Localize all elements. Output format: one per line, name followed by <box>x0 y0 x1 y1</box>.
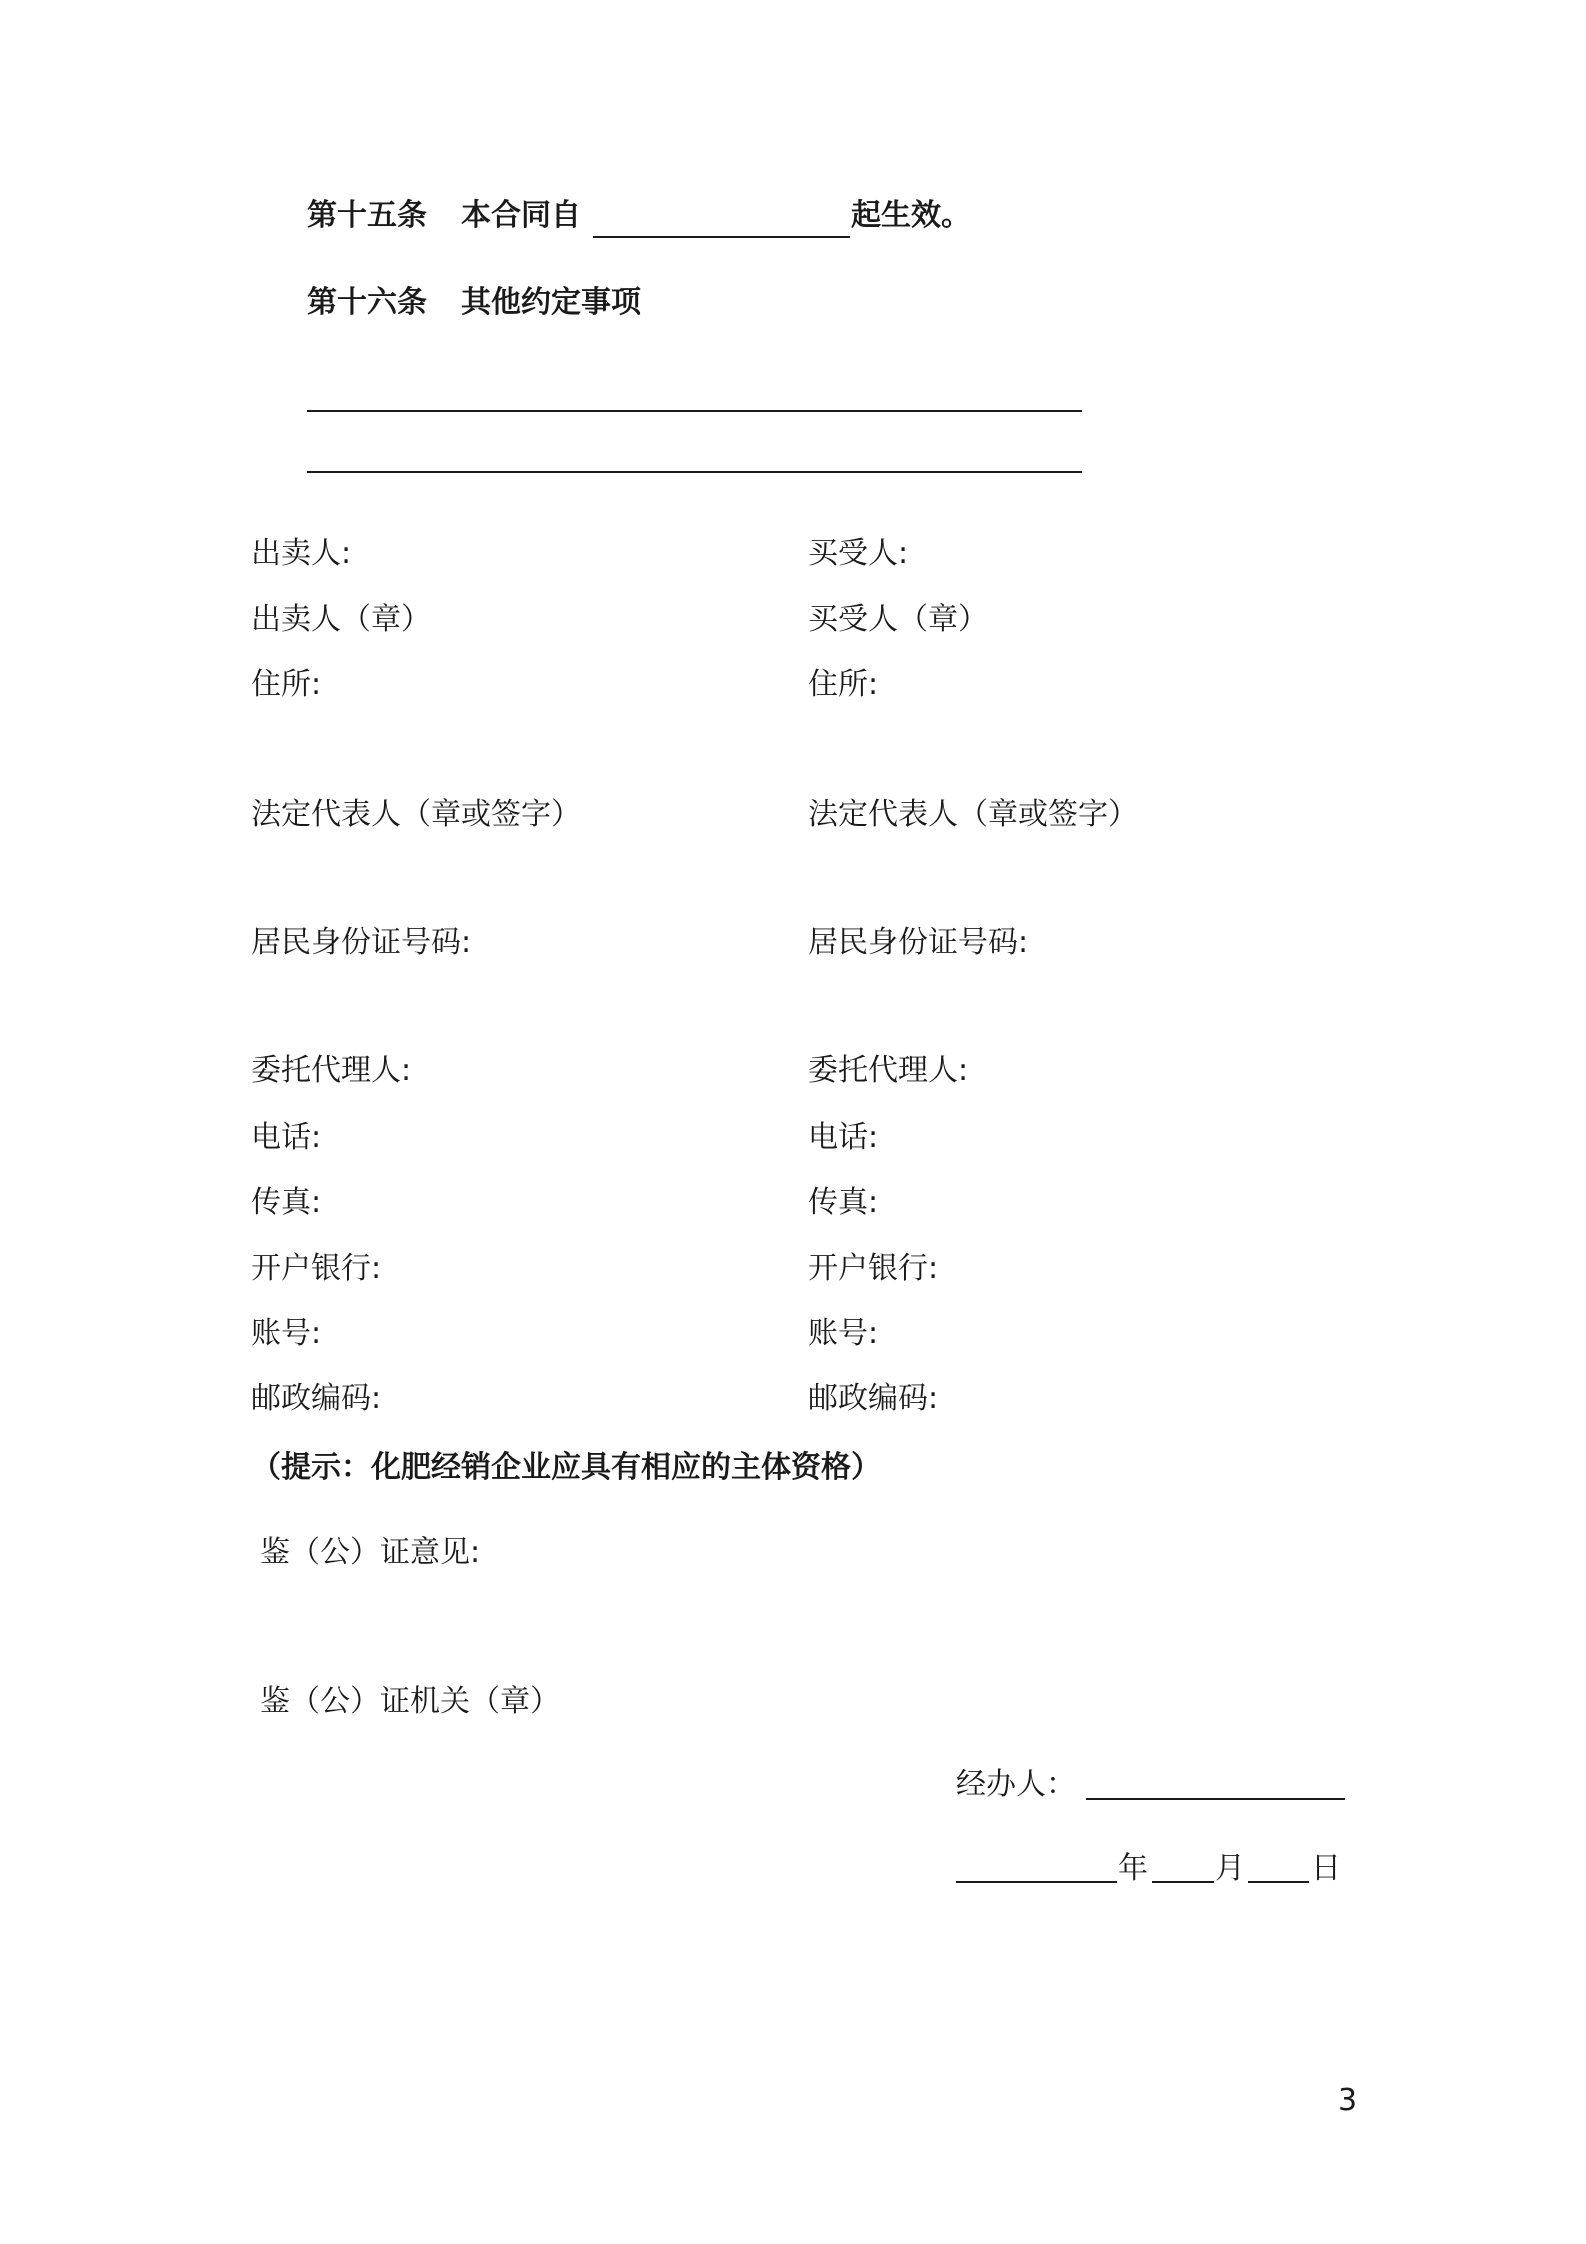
buyer-postal-code: 邮政编码: <box>808 1381 939 1416</box>
article-15-text-after: 起生效。 <box>851 198 971 233</box>
buyer-seal: 买受人（章） <box>808 602 988 637</box>
seller-address: 住所: <box>251 667 322 702</box>
seller-legal-rep: 法定代表人（章或签字） <box>251 797 581 832</box>
day-label: 日 <box>1311 1851 1341 1886</box>
article-15-text-before: 本合同自 <box>461 198 581 233</box>
year-label: 年 <box>1118 1851 1148 1886</box>
buyer-fax: 传真: <box>808 1185 879 1220</box>
month-label: 月 <box>1215 1851 1245 1886</box>
seller-phone: 电话: <box>251 1120 322 1155</box>
other-terms-blank-line <box>307 410 1082 412</box>
seller-bank: 开户银行: <box>251 1251 382 1286</box>
seller-postal-code: 邮政编码: <box>251 1381 382 1416</box>
buyer-agent: 委托代理人: <box>808 1053 969 1088</box>
handler-blank <box>1086 1798 1345 1800</box>
day-blank <box>1248 1881 1309 1883</box>
other-terms-blank-line <box>307 471 1082 473</box>
buyer-id-number: 居民身份证号码: <box>808 925 1029 960</box>
buyer-address: 住所: <box>808 667 879 702</box>
article-16-label: 第十六条 <box>307 285 427 320</box>
buyer-legal-rep: 法定代表人（章或签字） <box>808 797 1138 832</box>
notary-office-label: 鉴（公）证机关（章） <box>260 1684 560 1719</box>
buyer-bank: 开户银行: <box>808 1251 939 1286</box>
seller-agent: 委托代理人: <box>251 1053 412 1088</box>
seller-id-number: 居民身份证号码: <box>251 925 472 960</box>
seller-fax: 传真: <box>251 1185 322 1220</box>
notary-opinion-label: 鉴（公）证意见: <box>260 1535 481 1570</box>
buyer-account: 账号: <box>808 1316 879 1351</box>
buyer-phone: 电话: <box>808 1120 879 1155</box>
buyer-title: 买受人: <box>808 536 909 571</box>
article-16-text: 其他约定事项 <box>461 285 641 320</box>
handler-label: 经办人： <box>956 1767 1076 1802</box>
seller-seal: 出卖人（章） <box>251 602 431 637</box>
effective-date-blank <box>593 236 850 238</box>
qualification-note: （提示：化肥经销企业应具有相应的主体资格） <box>251 1450 881 1485</box>
article-15-label: 第十五条 <box>307 198 427 233</box>
month-blank <box>1152 1881 1214 1883</box>
year-blank <box>956 1881 1117 1883</box>
seller-account: 账号: <box>251 1316 322 1351</box>
page-number: 3 <box>1338 2083 1358 2118</box>
seller-title: 出卖人: <box>251 536 352 571</box>
